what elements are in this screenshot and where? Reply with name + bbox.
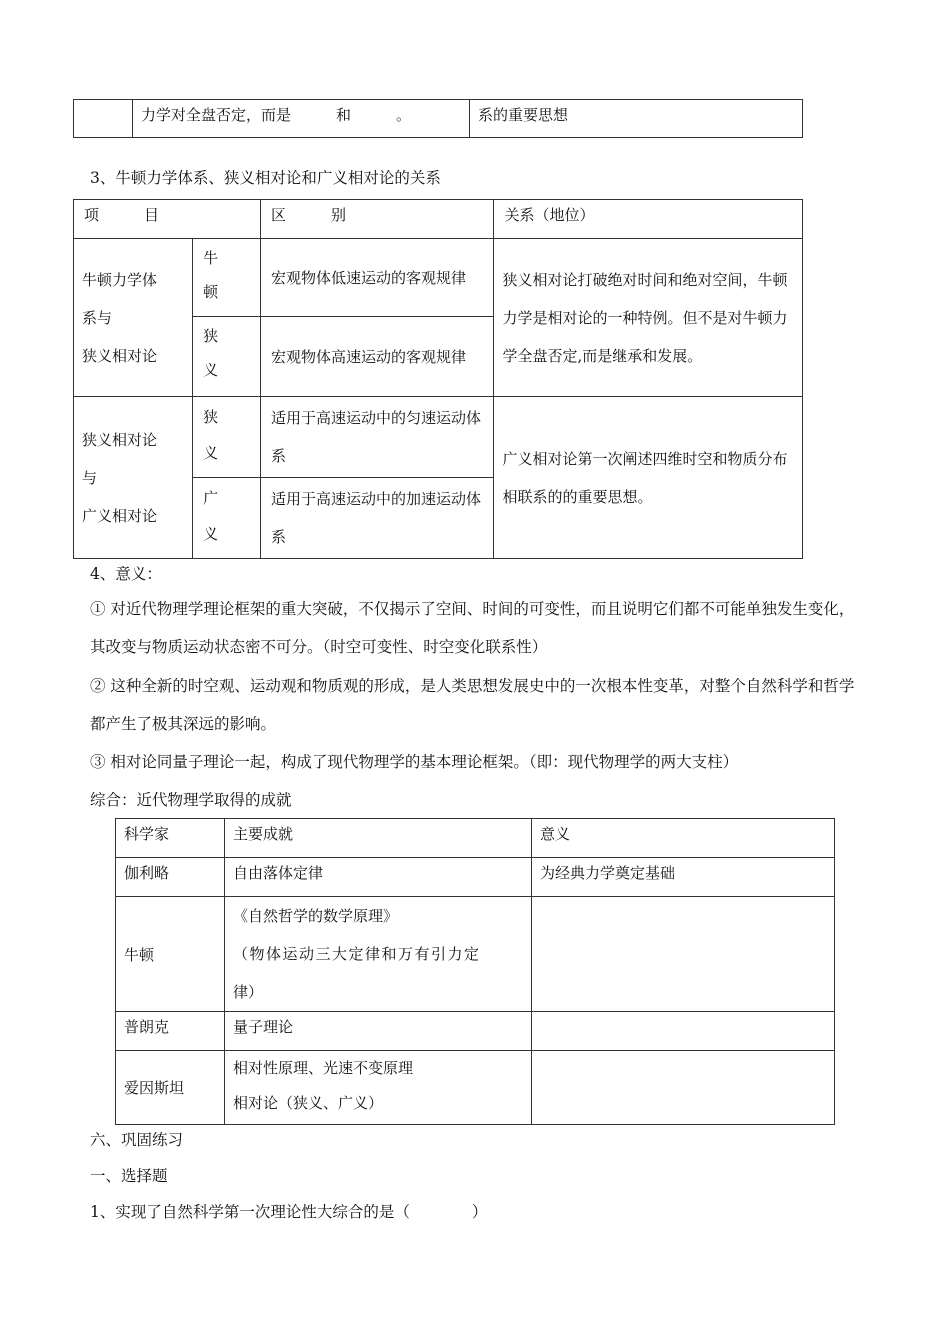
ach-header-meaning: 意义 bbox=[532, 819, 835, 858]
table-row bbox=[116, 1051, 835, 1125]
group1-sub2-name: 狭 义 bbox=[193, 317, 261, 397]
group2-sub2-name: 广 义 bbox=[193, 478, 261, 559]
ach-achievement-cell: 相对性原理、光速不变原理 相对论（狭义、广义） bbox=[225, 1051, 532, 1125]
group2-label: 狭义相对论 与 广义相对论 bbox=[74, 397, 193, 559]
group2-sub1-name: 狭 义 bbox=[193, 397, 261, 478]
top-table-middle-text: 力学对全盘否定，而是 和 。 bbox=[141, 106, 412, 124]
table-row bbox=[116, 1012, 835, 1051]
table-row bbox=[116, 858, 835, 897]
group1-relation: 狭义相对论打破绝对时间和绝对空间，牛顿力学是相对论的一种特例。但不是对牛顿力学全盘否定,而是继承和发展。 bbox=[494, 239, 803, 397]
group1-label: 牛顿力学体 系与 狭义相对论 bbox=[74, 239, 193, 397]
relation-table bbox=[73, 199, 803, 559]
ach-meaning-cell bbox=[532, 1051, 835, 1125]
header-item: 项 目 bbox=[74, 200, 261, 239]
ach-meaning-cell bbox=[532, 897, 835, 1012]
section4-title: 4、意义： bbox=[90, 565, 162, 583]
ach-scientist-cell: 伽利略 bbox=[116, 858, 225, 897]
ach-meaning-cell bbox=[532, 1012, 835, 1051]
group2-sub2-diff: 适用于高速运动中的加速运动体系 bbox=[260, 478, 493, 559]
section3-title: 3、牛顿力学体系、狭义相对论和广义相对论的关系 bbox=[90, 169, 441, 187]
question-1: 1、实现了自然科学第一次理论性大综合的是（ ） bbox=[90, 1203, 488, 1221]
ach-header-scientist: 科学家 bbox=[116, 819, 225, 858]
group2-relation: 广义相对论第一次阐述四维时空和物质分布相联系的的重要思想。 bbox=[494, 397, 803, 559]
section6-title: 六、巩固练习 bbox=[90, 1131, 184, 1149]
ach-achievement-cell: 《自然哲学的数学原理》 （物体运动三大定律和万有引力定 律） bbox=[225, 897, 532, 1012]
meaning-item-3: ③ 相对论同量子理论一起，构成了现代物理学的基本理论框架。（即：现代物理学的两大支柱） bbox=[90, 753, 739, 771]
header-diff: 区 别 bbox=[260, 200, 493, 239]
ach-scientist-cell: 普朗克 bbox=[116, 1012, 225, 1051]
ach-scientist-cell: 爱因斯坦 bbox=[116, 1051, 225, 1125]
header-relation: 关系（地位） bbox=[494, 200, 803, 239]
top-table-middle-cell bbox=[133, 100, 470, 138]
choice-section-title: 一、选择题 bbox=[90, 1167, 168, 1185]
table-row bbox=[116, 897, 835, 1012]
ach-meaning-cell: 为经典力学奠定基础 bbox=[532, 858, 835, 897]
ach-scientist-cell: 牛顿 bbox=[116, 897, 225, 1012]
group2-sub1-diff: 适用于高速运动中的匀速运动体系 bbox=[260, 397, 493, 478]
achievement-table bbox=[115, 818, 835, 1125]
group1-sub1-name: 牛 顿 bbox=[193, 239, 261, 317]
ach-header-achievement: 主要成就 bbox=[225, 819, 532, 858]
top-table-right-text: 系的重要思想 bbox=[478, 106, 569, 124]
ach-achievement-cell: 量子理论 bbox=[225, 1012, 532, 1051]
top-table bbox=[73, 99, 803, 138]
top-table-right-cell bbox=[470, 100, 803, 138]
group1-sub2-diff: 宏观物体高速运动的客观规律 bbox=[260, 317, 493, 397]
summary-title: 综合：近代物理学取得的成就 bbox=[90, 791, 292, 809]
meaning-item-2: ② 这种全新的时空观、运动观和物质观的形成，是人类思想发展史中的一次根本性变革，对整个自然科学和哲学都产生了极其深远的影响。 bbox=[90, 677, 855, 733]
top-table-empty-cell bbox=[74, 100, 133, 138]
meaning-item-1: ① 对近代物理学理论框架的重大突破，不仅揭示了空间、时间的可变性，而且说明它们都不可能单独发生变化，其改变与物质运动状态密不可分。（时空可变性、时空变化联系性） bbox=[90, 600, 855, 656]
ach-achievement-cell: 自由落体定律 bbox=[225, 858, 532, 897]
group1-sub1-diff: 宏观物体低速运动的客观规律 bbox=[260, 239, 493, 317]
